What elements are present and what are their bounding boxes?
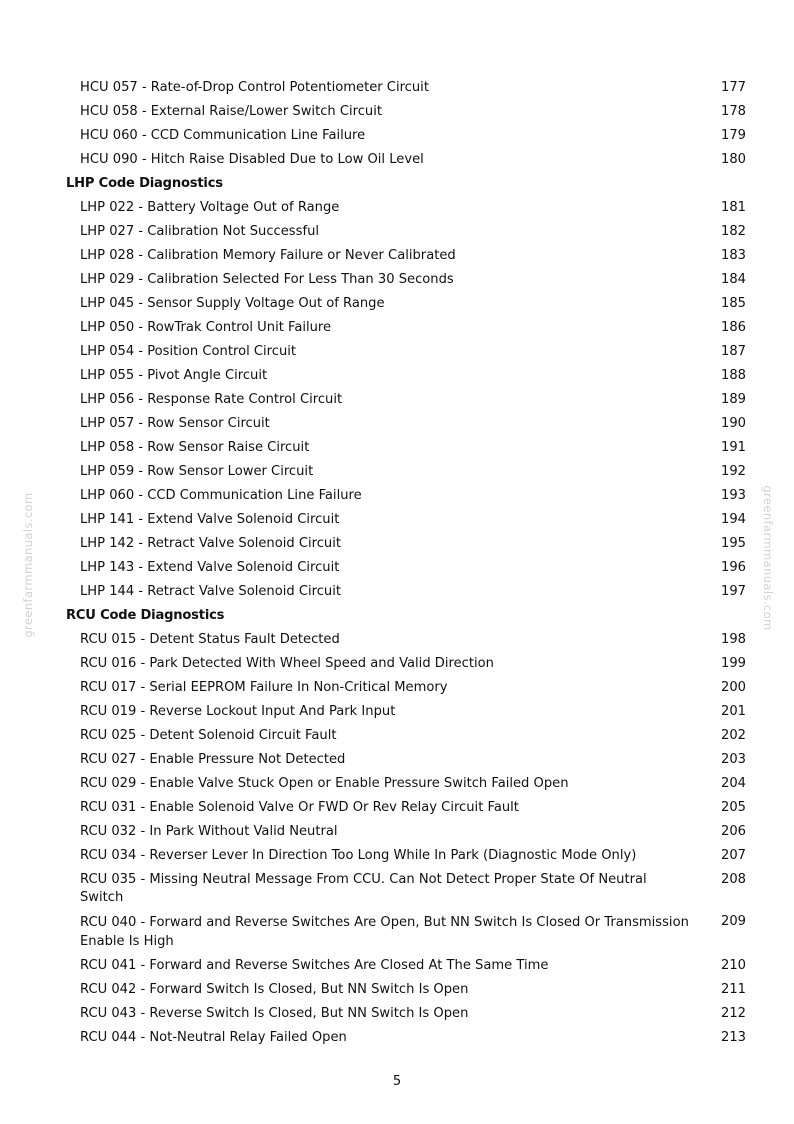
toc-entry-page: 212 (721, 1006, 746, 1021)
toc-entry-title: HCU 058 - External Raise/Lower Switch Circuit (80, 104, 383, 119)
toc-entry[interactable] (66, 1026, 746, 1050)
toc-entry-page: 192 (721, 464, 746, 479)
toc-entry-title: HCU 060 - CCD Communication Line Failure (80, 128, 366, 143)
toc-entry-page: 207 (721, 848, 746, 863)
toc-entry[interactable] (66, 484, 746, 508)
toc-entry-page: 211 (721, 982, 746, 997)
toc-entry-title: LHP 054 - Position Control Circuit (80, 344, 297, 359)
toc-entry[interactable] (66, 580, 746, 604)
toc-entry-page: 197 (721, 584, 746, 599)
toc-entry[interactable] (66, 268, 746, 292)
toc-entry-title: RCU 040 - Forward and Reverse Switches Are Open, But NN Switch Is Closed Or Transmission Enable Is High (80, 915, 689, 949)
toc-entry-page: 179 (721, 128, 746, 143)
section-heading-title: LHP Code Diagnostics (66, 176, 223, 191)
toc-entry-title: RCU 027 - Enable Pressure Not Detected (80, 752, 346, 767)
toc-entry-page: 201 (721, 704, 746, 719)
toc-entry-page: 187 (721, 344, 746, 359)
toc-entry[interactable] (66, 460, 746, 484)
toc-entry-title: RCU 017 - Serial EEPROM Failure In Non-Critical Memory (80, 680, 448, 695)
toc-entry-title: LHP 022 - Battery Voltage Out of Range (80, 200, 340, 215)
toc-entry[interactable] (66, 316, 746, 340)
toc-entry[interactable] (66, 388, 746, 412)
toc-entry-title: LHP 060 - CCD Communication Line Failure (80, 488, 362, 503)
toc-entry-page: 213 (721, 1030, 746, 1045)
toc-entry-page: 194 (721, 512, 746, 527)
toc-entry-page: 181 (721, 200, 746, 215)
toc-entry-title: LHP 059 - Row Sensor Lower Circuit (80, 464, 314, 479)
section-heading (66, 604, 746, 628)
watermark-left: greenfarmmanuals.com (21, 492, 35, 638)
toc-entry[interactable] (66, 220, 746, 244)
toc-entry[interactable] (66, 820, 746, 844)
toc-entry-title: RCU 025 - Detent Solenoid Circuit Fault (80, 728, 337, 743)
toc-entry-title: LHP 055 - Pivot Angle Circuit (80, 368, 268, 383)
toc-entry[interactable] (66, 772, 746, 796)
toc-entry-page: 210 (721, 958, 746, 973)
toc-entry-title: HCU 057 - Rate-of-Drop Control Potentiometer Circuit (80, 80, 429, 95)
toc-entry[interactable] (66, 244, 746, 268)
toc-entry-title: LHP 144 - Retract Valve Solenoid Circuit (80, 584, 341, 599)
toc-entry-page: 199 (721, 656, 746, 671)
toc-entry-page: 191 (721, 440, 746, 455)
toc-entry-page: 204 (721, 776, 746, 791)
toc-entry-page: 182 (721, 224, 746, 239)
toc-entry[interactable] (66, 844, 746, 868)
toc-entry[interactable] (66, 700, 746, 724)
toc-entry[interactable] (66, 364, 746, 388)
toc-entry-page: 206 (721, 824, 746, 839)
toc-entry-page: 185 (721, 296, 746, 311)
toc-entry-page: 198 (721, 632, 746, 647)
toc-entry-page: 205 (721, 800, 746, 815)
toc-entry-page: 190 (721, 416, 746, 431)
toc-entry-title: LHP 056 - Response Rate Control Circuit (80, 392, 343, 407)
toc-entry-title: LHP 142 - Retract Valve Solenoid Circuit (80, 536, 341, 551)
toc-entry[interactable] (66, 148, 746, 172)
toc-entry-title: RCU 016 - Park Detected With Wheel Speed and Valid Direction (80, 656, 494, 671)
toc-entry-title: LHP 029 - Calibration Selected For Less Than 30 Seconds (80, 272, 454, 287)
toc-entry-title: LHP 028 - Calibration Memory Failure or Never Calibrated (80, 248, 456, 263)
toc-entry-page: 203 (721, 752, 746, 767)
toc-entry-title: LHP 057 - Row Sensor Circuit (80, 416, 270, 431)
toc-entry-page: 180 (721, 152, 746, 167)
toc-entry[interactable] (66, 76, 746, 100)
toc-entry-page: 189 (721, 392, 746, 407)
page-number: 5 (392, 1074, 402, 1089)
toc-entry[interactable] (66, 652, 746, 676)
toc-entry-title: RCU 035 - Missing Neutral Message From CCU. Can Not Detect Proper State Of Neutral Switch (80, 872, 647, 905)
toc-entry-title: LHP 050 - RowTrak Control Unit Failure (80, 320, 332, 335)
toc-entry-title: LHP 143 - Extend Valve Solenoid Circuit (80, 560, 340, 575)
toc-entry[interactable] (66, 412, 746, 436)
toc-entry-title: LHP 045 - Sensor Supply Voltage Out of Range (80, 296, 385, 311)
toc-entry[interactable] (66, 628, 746, 652)
toc-entry-title: LHP 058 - Row Sensor Raise Circuit (80, 440, 310, 455)
toc-entry-page: 193 (721, 488, 746, 503)
toc-entry[interactable] (66, 796, 746, 820)
toc-entry-title: RCU 032 - In Park Without Valid Neutral (80, 824, 338, 839)
toc-entry-title: RCU 031 - Enable Solenoid Valve Or FWD Or Rev Relay Circuit Fault (80, 800, 519, 815)
toc-entry-page: 186 (721, 320, 746, 335)
toc-entry-page: 183 (721, 248, 746, 263)
toc-entry[interactable] (66, 292, 746, 316)
toc-entry-title: RCU 015 - Detent Status Fault Detected (80, 632, 340, 647)
toc-entry[interactable] (66, 196, 746, 220)
toc-entry[interactable] (66, 340, 746, 364)
section-heading-title: RCU Code Diagnostics (66, 608, 225, 623)
toc-entry-page: 200 (721, 680, 746, 695)
toc-entry-title: RCU 029 - Enable Valve Stuck Open or Enable Pressure Switch Failed Open (80, 776, 569, 791)
toc-entry-page: 184 (721, 272, 746, 287)
toc-entry[interactable] (66, 748, 746, 772)
toc-entry-title: RCU 042 - Forward Switch Is Closed, But NN Switch Is Open (80, 982, 469, 997)
toc-entry-page: 195 (721, 536, 746, 551)
toc-entry[interactable] (66, 436, 746, 460)
toc-entry[interactable] (66, 724, 746, 748)
toc-entry-title: RCU 034 - Reverser Lever In Direction Too Long While In Park (Diagnostic Mode Only) (80, 848, 637, 863)
toc-entry-page: 177 (721, 80, 746, 95)
toc-entry-title: LHP 027 - Calibration Not Successful (80, 224, 319, 239)
toc-entry[interactable] (66, 532, 746, 556)
section-heading (66, 172, 746, 196)
toc-entry-title: RCU 044 - Not-Neutral Relay Failed Open (80, 1030, 347, 1045)
toc-entry-title: RCU 019 - Reverse Lockout Input And Park Input (80, 704, 396, 719)
toc-entry-page: 208 (721, 872, 746, 887)
toc-entry-title: LHP 141 - Extend Valve Solenoid Circuit (80, 512, 340, 527)
toc-entry-page: 196 (721, 560, 746, 575)
toc-entry[interactable] (66, 910, 746, 954)
toc-entry-page: 209 (721, 914, 746, 929)
toc-entry-title: HCU 090 - Hitch Raise Disabled Due to Low Oil Level (80, 152, 424, 167)
toc-entry[interactable] (66, 868, 746, 910)
toc-entry-title: RCU 043 - Reverse Switch Is Closed, But NN Switch Is Open (80, 1006, 469, 1021)
toc-entry-page: 202 (721, 728, 746, 743)
toc-entry[interactable] (66, 1002, 746, 1026)
watermark-right: greenfarmmanuals.com (761, 485, 775, 631)
toc-entry-page: 178 (721, 104, 746, 119)
toc-entry[interactable] (66, 676, 746, 700)
toc-entry[interactable] (66, 954, 746, 978)
toc-entry[interactable] (66, 100, 746, 124)
toc-entry-page: 188 (721, 368, 746, 383)
toc-entry[interactable] (66, 508, 746, 532)
toc-entry[interactable] (66, 556, 746, 580)
toc-entry[interactable] (66, 978, 746, 1002)
toc-entry-title: RCU 041 - Forward and Reverse Switches Are Closed At The Same Time (80, 958, 549, 973)
toc-entry[interactable] (66, 124, 746, 148)
table-of-contents (66, 76, 746, 1050)
